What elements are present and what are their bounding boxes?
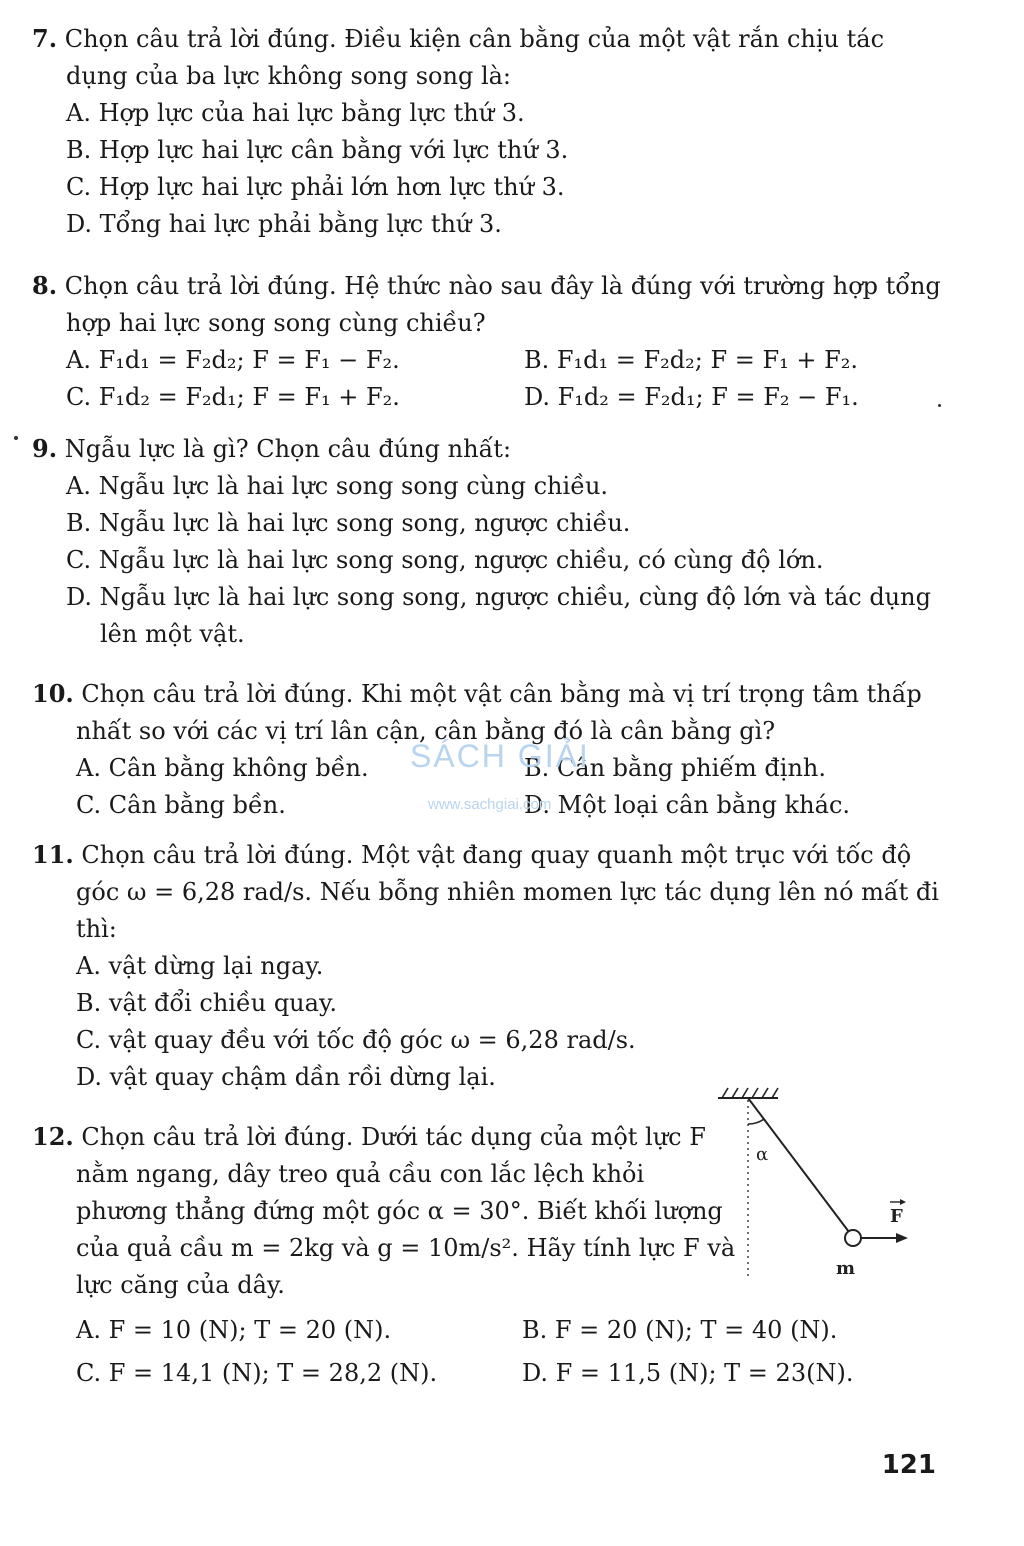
option-c: C. Hợp lực hai lực phải lớn hơn lực thứ 3. xyxy=(66,173,565,201)
option-a: A. Ngẫu lực là hai lực song song cùng chiều. xyxy=(66,472,609,500)
question-11-stem xyxy=(32,836,942,948)
options-row-1 xyxy=(32,342,942,379)
options-row-1 xyxy=(32,750,942,787)
option-b: B. Hợp lực hai lực cân bằng với lực thứ 3. xyxy=(66,136,569,164)
option-d: D. Tổng hai lực phải bằng lực thứ 3. xyxy=(66,210,502,238)
watermark-brand: SÁCH GIẢI xyxy=(410,738,590,774)
option-d: D. Ngẫu lực là hai lực song song, ngược chiều, cùng độ lớn và tác dụng lên một vật. xyxy=(66,583,931,648)
pendulum-string xyxy=(748,1098,849,1232)
options-row-2 xyxy=(32,787,942,824)
question-7-stem xyxy=(32,20,942,95)
angle-arc xyxy=(748,1119,764,1124)
question-9 xyxy=(32,430,942,653)
option-c: C. Cân bằng bền. xyxy=(76,791,286,819)
question-number: 9. xyxy=(32,434,58,463)
options-row-1 xyxy=(32,1312,942,1349)
option-a: A. Hợp lực của hai lực bằng lực thứ 3. xyxy=(66,99,525,127)
vector-bar-head xyxy=(900,1199,906,1205)
option-a: A. vật dừng lại ngay. xyxy=(76,952,324,980)
question-number: 11. xyxy=(32,840,74,869)
option-b: B. vật đổi chiều quay. xyxy=(76,989,337,1017)
question-text: Chọn câu trả lời đúng. Khi một vật cân bằng mà vị trí trọng tâm thấp nhất so với các vị trí lân cận, cân bằng đó là cân bằng gì? xyxy=(76,680,922,745)
option-d: D. Một loại cân bằng khác. xyxy=(524,791,851,819)
question-10 xyxy=(32,675,942,824)
options-row-2 xyxy=(32,1355,942,1392)
question-text: Ngẫu lực là gì? Chọn câu đúng nhất: xyxy=(64,435,512,463)
question-9-stem xyxy=(32,430,942,468)
force-arrow-head xyxy=(896,1233,908,1243)
question-number: 8. xyxy=(32,271,58,300)
option-c: C. vật quay đều với tốc độ góc ω = 6,28 rad/s. xyxy=(76,1026,636,1054)
option-c: C. Ngẫu lực là hai lực song song, ngược chiều, có cùng độ lớn. xyxy=(66,546,824,574)
mass-label: m xyxy=(836,1258,856,1279)
question-8-stem xyxy=(32,267,942,342)
option-b: B. Ngẫu lực là hai lực song song, ngược chiều. xyxy=(66,509,631,537)
option-a: A. Cân bằng không bền. xyxy=(76,754,369,782)
question-text: Chọn câu trả lời đúng. Điều kiện cân bằng của một vật rắn chịu tác dụng của ba lực không song song là: xyxy=(64,25,885,90)
option-a: A. F₁d₁ = F₂d₂; F = F₁ − F₂. xyxy=(66,346,400,374)
question-number: 10. xyxy=(32,679,74,708)
option-b: B. Cân bằng phiếm định. xyxy=(524,754,827,782)
print-speck xyxy=(14,436,18,440)
question-number: 12. xyxy=(32,1122,74,1151)
option-c: C. F₁d₂ = F₂d₁; F = F₁ + F₂. xyxy=(66,383,400,411)
print-speck xyxy=(938,404,941,407)
option-b: B. F = 20 (N); T = 40 (N). xyxy=(522,1316,838,1344)
question-8 xyxy=(32,267,942,416)
watermark-url: www.sachgiai.com xyxy=(428,796,552,813)
question-11 xyxy=(32,836,942,1096)
question-text: Chọn câu trả lời đúng. Một vật đang quay quanh một trục với tốc độ góc ω = 6,28 rad/s. Nếu bỗng nhiên momen lực tác dụng lên nó mất đi thì: xyxy=(76,841,939,943)
angle-label: α xyxy=(756,1144,769,1165)
question-12-stem xyxy=(32,1118,741,1304)
question-text: Chọn câu trả lời đúng. Hệ thức nào sau đây là đúng với trường hợp tổng hợp hai lực song song cùng chiều? xyxy=(64,272,941,337)
question-text: Chọn câu trả lời đúng. Dưới tác dụng của một lực F nằm ngang, dây treo quả cầu con lắc lệch khỏi phương thẳng đứng một góc α = 30°. Biết khối lượng của quả cầu m = 2kg và g = 10m/s². Hãy tính lực F và lực căng của dây. xyxy=(76,1123,736,1299)
option-b: B. F₁d₁ = F₂d₂; F = F₁ + F₂. xyxy=(524,346,859,374)
option-d: D. F = 11,5 (N); T = 23(N). xyxy=(522,1359,854,1387)
page-number: 121 xyxy=(881,1450,936,1480)
pendulum-figure xyxy=(710,1080,920,1280)
option-d: D. F₁d₂ = F₂d₁; F = F₂ − F₁. xyxy=(524,383,859,411)
option-c: C. F = 14,1 (N); T = 28,2 (N). xyxy=(76,1359,438,1387)
question-7 xyxy=(32,20,942,243)
option-d: D. vật quay chậm dần rồi dừng lại. xyxy=(76,1063,496,1091)
pendulum-ball xyxy=(845,1230,861,1246)
ceiling-hatch xyxy=(722,1088,778,1098)
question-10-stem xyxy=(32,675,942,750)
force-label: F xyxy=(890,1206,903,1227)
option-a: A. F = 10 (N); T = 20 (N). xyxy=(76,1316,392,1344)
question-number: 7. xyxy=(32,24,58,53)
options-row-2 xyxy=(32,379,942,416)
